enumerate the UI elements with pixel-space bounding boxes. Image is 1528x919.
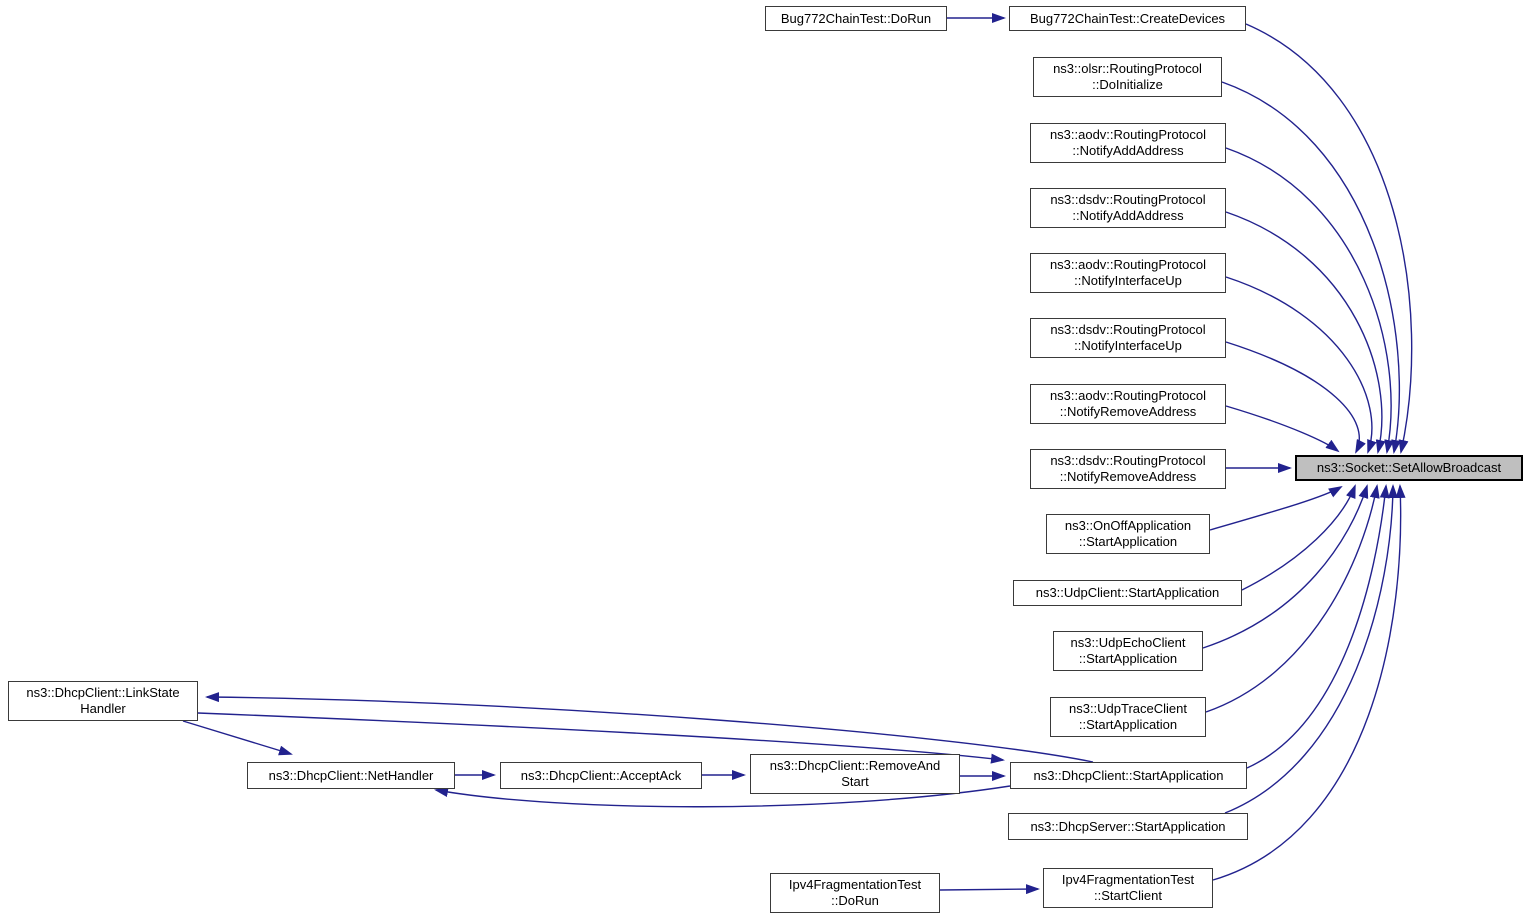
node-label-line: ::StartApplication: [1078, 651, 1178, 666]
node-ipv4fragmentationtest-startclient[interactable]: [1043, 868, 1213, 908]
node-dsdv-routingprotocol-notifyaddaddress[interactable]: [1030, 188, 1226, 228]
node-label-line: ns3::dsdv::RoutingProtocol: [1050, 322, 1206, 337]
node-label-line: Start: [841, 774, 869, 789]
node-udptraceclient-startapplication[interactable]: [1050, 697, 1206, 737]
node-label-line: ns3::UdpTraceClient: [1068, 701, 1187, 716]
node-label-line: ns3::UdpEchoClient: [1070, 635, 1186, 650]
node-onoffapplication-startapplication[interactable]: [1046, 514, 1210, 554]
node-bug772chaintest-createdevices[interactable]: [1009, 6, 1246, 31]
node-label-line: ns3::aodv::RoutingProtocol: [1049, 257, 1207, 272]
node-label-line: ns3::dsdv::RoutingProtocol: [1050, 192, 1206, 207]
node-olsr-routingprotocol-doinitialize[interactable]: [1033, 57, 1222, 97]
node-dhcpclient-removeandstart[interactable]: [750, 754, 960, 794]
node-label-line: ::StartApplication: [1078, 717, 1178, 732]
node-label-line: ::DoInitialize: [1092, 77, 1163, 92]
node-dhcpclient-acceptack[interactable]: [500, 762, 702, 789]
node-label-line: ::NotifyAddAddress: [1072, 208, 1184, 223]
node-label-line: ::NotifyInterfaceUp: [1074, 338, 1182, 353]
node-udpechoclient-startapplication[interactable]: [1053, 631, 1203, 671]
node-aodv-routingprotocol-notifyinterfaceup[interactable]: [1030, 253, 1226, 293]
node-aodv-routingprotocol-notifyremoveaddress[interactable]: [1030, 384, 1226, 424]
node-label-line: Bug772ChainTest::DoRun: [780, 10, 932, 26]
node-dhcpserver-startapplication[interactable]: [1008, 813, 1248, 840]
node-label-line: ::NotifyAddAddress: [1072, 143, 1184, 158]
node-dhcpclient-startapplication[interactable]: [1010, 762, 1247, 789]
node-aodv-routingprotocol-notifyaddaddress[interactable]: [1030, 123, 1226, 163]
node-label-line: ns3::UdpClient::StartApplication: [1035, 585, 1220, 600]
node-label-line: ns3::DhcpClient::LinkState: [26, 685, 180, 700]
node-label-line: ns3::olsr::RoutingProtocol: [1053, 61, 1202, 76]
node-label-line: ::StartApplication: [1078, 534, 1178, 549]
node-label-line: ::NotifyRemoveAddress: [1059, 469, 1197, 484]
node-label-line: Ipv4FragmentationTest: [788, 877, 922, 892]
node-socket-setallowbroadcast: [1295, 455, 1523, 481]
node-dsdv-routingprotocol-notifyremoveaddress[interactable]: [1030, 449, 1226, 489]
node-dhcpclient-linkstatehandler[interactable]: [8, 681, 198, 721]
node-bug772chaintest-dorun[interactable]: [765, 6, 947, 31]
node-label-line: ns3::DhcpClient::NetHandler: [268, 767, 434, 783]
node-dsdv-routingprotocol-notifyinterfaceup[interactable]: [1030, 318, 1226, 358]
node-label-line: ::DoRun: [831, 893, 879, 908]
node-label-line: ns3::dsdv::RoutingProtocol: [1050, 453, 1206, 468]
node-udpclient-startapplication[interactable]: [1013, 580, 1242, 606]
node-label-line: ns3::DhcpClient::RemoveAnd: [769, 758, 941, 773]
node-label-line: ::NotifyInterfaceUp: [1074, 273, 1182, 288]
node-dhcpclient-nethandler[interactable]: [247, 762, 455, 789]
node-label-line: Bug772ChainTest::CreateDevices: [1029, 10, 1226, 26]
node-label-line: ns3::Socket::SetAllowBroadcast: [1316, 460, 1502, 475]
node-label-line: ns3::OnOffApplication: [1064, 518, 1192, 533]
node-label-line: Handler: [80, 701, 126, 716]
node-label-line: ns3::aodv::RoutingProtocol: [1049, 127, 1207, 142]
node-label-line: ns3::DhcpClient::StartApplication: [1033, 767, 1224, 783]
node-ipv4fragmentationtest-dorun[interactable]: [770, 873, 940, 913]
node-label-line: ns3::DhcpServer::StartApplication: [1030, 818, 1226, 834]
node-label-line: ::NotifyRemoveAddress: [1059, 404, 1197, 419]
node-label-line: Ipv4FragmentationTest: [1061, 872, 1195, 887]
node-label-line: ns3::DhcpClient::AcceptAck: [520, 767, 682, 783]
node-label-line: ns3::aodv::RoutingProtocol: [1049, 388, 1207, 403]
node-label-line: ::StartClient: [1094, 888, 1162, 903]
